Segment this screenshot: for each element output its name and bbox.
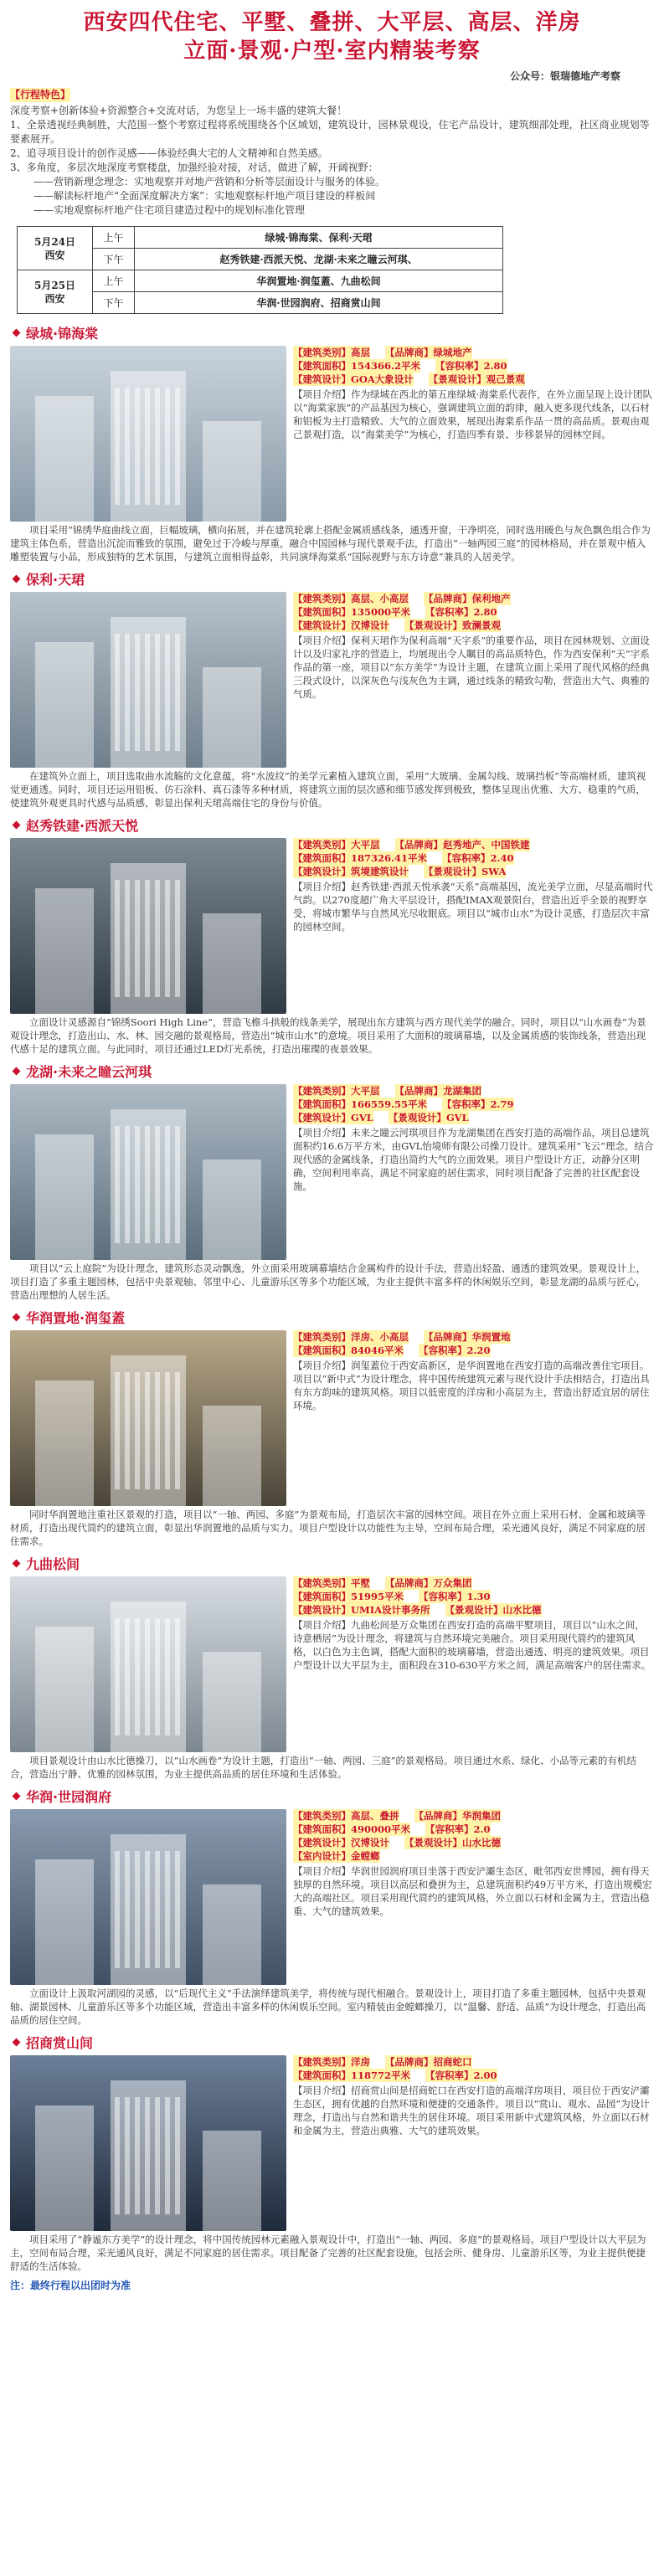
spec-label: 【建筑类别】洋房、小高层 [293, 1331, 409, 1343]
project-name: 赵秀铁建·西派天悦 [26, 817, 139, 834]
building-shape [35, 2106, 94, 2231]
window-pattern [115, 1618, 182, 1735]
building-shape [203, 1159, 261, 1260]
project-intro: 【项目介绍】赵秀铁建·西派天悦承袭“天系”高端基因，流光美学立面，尽显高端时代气韵。以270度超广角大平层设计，搭配IMAX观景阳台，营造出近乎全景的视野享受，将城市繁华与自然风光尽收眼底。项目以“城市山水”为设计灵感，打造层次丰富的园林空间。 [293, 881, 653, 933]
spec-label: 【建筑设计】GOA大象设计 [293, 373, 414, 385]
spec-row [293, 1849, 654, 1863]
section-body [10, 592, 654, 768]
diamond-icon [13, 1792, 21, 1800]
spec-row [293, 2069, 654, 2082]
spec-row [293, 1836, 654, 1849]
project-description: 项目采用了“静谧东方美学”的设计理念，将中国传统园林元素融入景观设计中，打造出“一轴、两园、多庭”的景观格局。项目户型设计以大平层为主，空间布局合理，采光通风良好，满足不同家庭的居住需求。项目配备了完善的社区配套设施，包括会所、健身房、儿童游乐区等，为业主提供便捷舒适的生活体验。 [10, 2234, 646, 2272]
spec-label: 【建筑面积】118772平米 [293, 2070, 411, 2081]
spec-label: 【建筑类别】高层 [293, 347, 370, 358]
building-shape [35, 1134, 94, 1260]
schedule-plan: 赵秀铁建·西派天悦、龙湖·未来之瞳云河琪、 [135, 249, 503, 270]
project-section [10, 1062, 654, 1302]
building-photo [10, 346, 286, 522]
building-shape [35, 396, 94, 522]
spec-label: 【建筑面积】166559.55平米 [293, 1098, 428, 1110]
section-header [10, 1787, 654, 1804]
project-description: 项目采用“锦绣华庭曲线立面，巨幅玻璃，横向拓展，并在建筑轮廓上搭配金属质感线条，通透开窗，干净明亮，同时选用暖色与灰色飘色组合作为建筑主体色系，营造出沉淀而雅致的氛围，避免过于冷峻与厚重，融合中国园林与现代景观手法，打造出“一轴两园三庭”的园林格局，并在景观中植入雕塑装置与小品，形成独特的艺术氛围，与建筑立面相得益彰，共同演绎海棠系“国际视野与东方诗意”兼具的人居美学。 [10, 524, 651, 563]
spec-row [293, 359, 654, 373]
project-info [293, 346, 654, 522]
spec-label: 【品牌商】招商蛇口 [385, 2056, 472, 2068]
spec-row [293, 1590, 654, 1603]
section-body [10, 838, 654, 1014]
project-intro: 【项目介绍】未来之瞳云河琪项目作为龙湖集团在西安打造的高端作品，项目总建筑面积约16.6万平方米，由GVL怡境师有限公司操刀设计。建筑采用“飞云”理念，结合现代感的金属线条，打造出简约大气的立面效果。项目户型设计方正，动静分区明确，空间利用率高，满足不同家庭的居住需求，同时项目配备了完善的社区配套设施。 [293, 1127, 654, 1192]
project-description: 立面设计灵感源自“锦绣Soori High Line”，营造飞檐斗拱般的线条美学，展现出东方建筑与西方现代美学的融合。同时，项目以“山水画卷”为景观设计理念，打造出山、水、林、园交融的景观格局，营造出“城市山水”的意境。项目采用了大面积的玻璃幕墙，以及金属质感的装饰线条，营造出现代感十足的建筑立面。与此同时，项目还通过LED灯光系统，打造出璀璨的夜景效果。 [10, 1016, 646, 1055]
window-pattern [115, 1372, 182, 1489]
project-section [10, 324, 654, 563]
spec-row [293, 1111, 654, 1124]
section-header [10, 1555, 654, 1571]
spec-label: 【建筑设计】汉博设计 [293, 620, 389, 631]
spec-row [293, 619, 654, 632]
intro-line: 3、多角度，多层次地深度考察楼盘，加强经验对接，对话，做进了解，开阔视野： [10, 162, 378, 173]
spec-label: 【建筑设计】筑境建筑设计 [293, 866, 409, 877]
schedule-plan: 绿城·锦海棠、保利·天珺 [135, 227, 503, 249]
project-section [10, 570, 654, 810]
section-body [10, 1576, 654, 1752]
spec-label: 【品牌商】华润置地 [424, 1331, 511, 1343]
project-info [293, 838, 654, 1014]
project-sections [10, 324, 654, 2273]
project-name: 华润置地·润玺蓋 [26, 1309, 126, 1326]
spec-label: 【景观设计】致澜景观 [404, 620, 501, 631]
building-photo [10, 838, 286, 1014]
diamond-icon [13, 1313, 21, 1321]
building-shape [35, 1381, 94, 1506]
diamond-icon [13, 820, 21, 829]
spec-row [293, 851, 654, 865]
spec-label: 【建筑面积】84046平米 [293, 1345, 404, 1356]
section-header [10, 1062, 654, 1079]
building-photo [10, 592, 286, 768]
spec-label: 【建筑面积】154366.2平米 [293, 360, 421, 372]
spec-label: 【建筑类别】大平层 [293, 1085, 380, 1097]
intro-sub: ——实地观察标杆地产住宅项目建造过程中的规划标准化管理 [33, 204, 306, 216]
spec-label: 【建筑设计】汉博设计 [293, 1837, 389, 1848]
building-photo [10, 1809, 286, 1985]
section-header [10, 324, 654, 341]
spec-row [293, 2055, 654, 2069]
building-photo [10, 1084, 286, 1260]
project-name: 保利·天珺 [26, 571, 85, 588]
intro [10, 88, 654, 218]
project-description: 在建筑外立面上，项目选取曲水流觞的文化意蕴，将“水波纹”的美学元素植入建筑立面，采用“大玻璃、金属勾线、玻璃挡板”等高端材质，建筑视觉更通透。同时，项目还运用铝板、仿石涂料、真石漆等多种材质，将建筑立面的层次感和细节感发挥到极致，整体呈现出优雅、大方、稳重的气质，使建筑外观更具时代感与品质感，彰显出保利天珺高端住宅的身份与价值。 [10, 770, 646, 809]
spec-label: 【容积率】2.0 [425, 1823, 491, 1835]
intro-line: 1、全景透视经典制胜，大范围一整个考察过程将系统围绕各个区域划，建筑设计，园林景观设，住宅产品设计，建筑细部处理，社区商业规划等要素展开。 [10, 119, 650, 145]
spec-label: 【景观设计】GVL [388, 1112, 469, 1123]
spec-label: 【建筑设计】GVL [293, 1112, 373, 1123]
spec-label: 【品牌商】保利地产 [424, 593, 511, 604]
spec-label: 【容积率】1.30 [419, 1591, 491, 1602]
project-intro: 【项目介绍】华润世园润府项目坐落于西安浐灞生态区，毗邻西安世博园，拥有得天独厚的自然环境。项目以高层和叠拼为主，总建筑面积约49万平方米，打造出规模宏大的高端社区。项目采用现代简约的建筑风格，外立面以石材和金属为主，营造出稳重、大气的建筑效果。 [293, 1865, 652, 1917]
diamond-icon [13, 1067, 21, 1075]
section-header [10, 2034, 654, 2050]
spec-label: 【建筑类别】洋房 [293, 2056, 370, 2068]
schedule-table [17, 226, 503, 314]
schedule-plan: 华润·世园润府、招商赏山间 [135, 292, 503, 314]
building-shape [203, 1884, 261, 1985]
spec-label: 【建筑面积】187326.41平米 [293, 852, 428, 864]
spec-row [293, 1823, 654, 1836]
spec-row [293, 592, 654, 605]
window-pattern [115, 1851, 182, 1968]
building-photo [10, 1576, 286, 1752]
spec-label: 【容积率】2.80 [425, 606, 497, 618]
project-section [10, 816, 654, 1056]
building-shape [203, 667, 261, 768]
spec-label: 【品牌商】万众集团 [385, 1577, 472, 1589]
project-info [293, 1576, 654, 1752]
spec-row [293, 605, 654, 619]
section-body [10, 346, 654, 522]
spec-row [293, 373, 654, 386]
schedule-plan: 华润置地·润玺蓋、九曲松间 [135, 270, 503, 292]
building-photo [10, 1330, 286, 1506]
building-shape [35, 1859, 94, 1985]
project-description: 立面设计上汲取河湖园的灵感，以“后现代主义”手法演绎建筑美学，将传统与现代相融合。景观设计上，项目打造了多重主题园林，包括中央景观轴、湖景园林、儿童游乐区等多个功能区域，营造出丰富多样的休闲娱乐空间。室内精装由金螳螂操刀，以“温馨、舒适、品质”为设计理念，打造出高品质的居住空间。 [10, 1987, 646, 2026]
project-info [293, 1084, 654, 1260]
project-info [293, 1809, 654, 1985]
intro-line: 深度考察+创新体验+资源整合+交流对话，为您呈上一场丰盛的建筑大餐！ [10, 105, 347, 116]
spec-label: 【景观设计】山水比德 [404, 1837, 501, 1848]
section-body [10, 1809, 654, 1985]
spec-label: 【品牌商】龙湖集团 [394, 1085, 481, 1097]
project-intro: 【项目介绍】保利天珺作为保利高端“天字系”的重要作品，项目在园林规划、立面设计以及归家礼序的营造上，均展现出令人瞩目的高品质特色，作为西安保利“天”字系作品的第一座，项目以“东方美学”为设计主题，在建筑立面上采用了现代风格的经典三段式设计，以深灰色与浅灰色为主调，通过线条的精致勾勒，营造出大气、典雅的气质。 [293, 635, 650, 700]
section-header [10, 570, 654, 587]
spec-row [293, 1603, 654, 1617]
spec-label: 【景观设计】SWA [424, 866, 507, 877]
spec-row [293, 1330, 654, 1344]
spec-label: 【品牌商】赵秀地产、中国铁建 [394, 839, 530, 851]
spec-label: 【建筑类别】高层、叠拼 [293, 1810, 399, 1822]
project-intro: 【项目介绍】作为绿城在西北的第五座绿城·海棠系代表作，在外立面呈现上设计团队以“海棠家族”的产品基因为核心，强调建筑立面的韵律，融入更多现代线条，以石材和铝板为主打造精致、大气的立面效果，展现出海棠系作品一贯的高品质。景观由观己景观打造，以“海棠美学”为核心，打造四季有景、步移景异的园林空间。 [293, 388, 653, 440]
project-name: 龙湖·未来之瞳云河琪 [26, 1063, 152, 1080]
spec-row [293, 346, 654, 359]
window-pattern [115, 634, 182, 751]
page-title: 西安四代住宅、平墅、叠拼、大平层、高层、洋房 [83, 10, 581, 35]
spec-label: 【品牌商】绿城地产 [385, 347, 472, 358]
project-intro: 【项目介绍】招商赏山间是招商蛇口在西安打造的高端洋房项目，项目位于西安浐灞生态区，拥有优越的自然环境和便捷的交通条件。项目以“赏山、观水、品园”为设计理念，打造出与自然和谐共生的居住环境。项目采用新中式建筑风格，外立面以石材和金属为主，营造出典雅、大气的建筑效果。 [293, 2085, 650, 2136]
project-section [10, 1787, 654, 2027]
spec-label: 【建筑面积】490000平米 [293, 1823, 411, 1835]
building-shape [203, 421, 261, 522]
page-subtitle: 立面·景观·户型·室内精装考察 [183, 39, 481, 64]
intro-sub: ——营销新理念理念：实地观察并对地产营销和分析等层面设计与服务的体验。 [33, 176, 386, 188]
building-photo [10, 2055, 286, 2231]
project-section [10, 2034, 654, 2273]
project-name: 九曲松间 [26, 1555, 80, 1572]
project-info [293, 2055, 654, 2231]
schedule-half: 上午 [93, 270, 135, 292]
spec-label: 【品牌商】华润集团 [414, 1810, 501, 1822]
publisher: 公众号：银瑞德地产考察 [509, 70, 620, 82]
building-shape [35, 642, 94, 768]
spec-row [293, 1098, 654, 1111]
project-section [10, 1309, 654, 1548]
spec-label: 【容积率】2.80 [435, 360, 507, 372]
schedule-half: 下午 [93, 292, 135, 314]
building-shape [203, 1652, 261, 1752]
project-name: 华润·世园润府 [26, 1788, 112, 1805]
window-pattern [115, 880, 182, 997]
spec-label: 【建筑类别】大平层 [293, 839, 380, 851]
spec-label: 【景观设计】山水比德 [445, 1604, 542, 1616]
intro-line: 2、追寻项目设计的创作灵感——体验经典大宅的人文精神和自然美感。 [10, 147, 328, 159]
section-body [10, 1330, 654, 1506]
section-header [10, 816, 654, 833]
spec-label: 【建筑面积】135000平米 [293, 606, 411, 618]
project-description: 同时华润置地注重社区景观的打造，项目以“一轴、两园、多庭”为景观布局，打造层次丰富的园林空间。项目在外立面上采用石材、金属和玻璃等材质，打造出现代简约的建筑立面，彰显出华润置地的品质与实力。项目户型设计以功能性为主导，空间布局合理，采光通风良好，满足不同家庭的居住需求。 [10, 1509, 646, 1547]
window-pattern [115, 388, 182, 505]
intro-tag: 【行程特色】 [10, 89, 71, 100]
intro-sub: ——解读标杆地产“全面深度解决方案”：实地观察标杆地产项目建设的样板间 [33, 190, 376, 202]
spec-label: 【容积率】2.79 [442, 1098, 514, 1110]
spec-label: 【建筑面积】51995平米 [293, 1591, 404, 1602]
spec-label: 【容积率】2.40 [442, 852, 514, 864]
schedule-day: 5月25日 西安 [18, 270, 93, 314]
spec-label: 【容积率】2.00 [425, 2070, 497, 2081]
project-name: 招商赏山间 [26, 2034, 94, 2051]
diamond-icon [13, 328, 21, 337]
spec-label: 【容积率】2.20 [419, 1345, 491, 1356]
project-info [293, 592, 654, 768]
spec-row [293, 1809, 654, 1823]
schedule-half: 下午 [93, 249, 135, 270]
project-section [10, 1555, 654, 1781]
spec-label: 【景观设计】观己景观 [428, 373, 525, 385]
spec-row [293, 1576, 654, 1590]
spec-row [293, 865, 654, 878]
project-info [293, 1330, 654, 1506]
project-name: 绿城·锦海棠 [26, 325, 99, 342]
spec-label: 【室内设计】金螳螂 [293, 1850, 380, 1862]
spec-row [293, 1084, 654, 1098]
diamond-icon [13, 1559, 21, 1567]
spec-row [293, 838, 654, 851]
project-description: 项目景观设计由山水比德操刀，以“山水画卷”为设计主题，打造出“一轴、两园、三庭”的景观格局。项目通过水系、绿化、小品等元素的有机结合，营造出宁静、优雅的园林氛围，为业主提供高品质的居住环境和生活体验。 [10, 1755, 637, 1780]
section-body [10, 2055, 654, 2231]
section-header [10, 1309, 654, 1325]
footer-note: 注：最终行程以出团时为准 [10, 2280, 131, 2291]
diamond-icon [13, 574, 21, 583]
window-pattern [115, 1126, 182, 1243]
project-intro: 【项目介绍】九曲松间是万众集团在西安打造的高端平墅项目，项目以“山水之间，诗意栖居”为设计理念，将建筑与自然环境完美融合。项目采用现代简约的建筑风格，以白色为主色调，搭配大面积的玻璃幕墙，营造出通透、明亮的建筑效果。项目户型设计以大平层为主，面积段在310-630平方米之间，满足高端客户的居住需求。 [293, 1619, 651, 1671]
project-description: 项目以“云上庭院”为设计理念，建筑形态灵动飘逸，外立面采用玻璃幕墙结合金属构件的设计手法，营造出轻盈、通透的建筑效果。景观设计上，项目打造了多重主题园林，包括中央景观轴、邻里中心、儿童游乐区等多个功能区域，为业主提供丰富多样的休闲娱乐空间，彰显龙湖的品质与匠心，营造出理想的人居生活。 [10, 1262, 646, 1301]
schedule-day: 5月24日 西安 [18, 227, 93, 270]
spec-label: 【建筑类别】平墅 [293, 1577, 370, 1589]
schedule-half: 上午 [93, 227, 135, 249]
building-shape [203, 2131, 261, 2231]
building-shape [203, 913, 261, 1014]
spec-row [293, 1344, 654, 1357]
building-shape [35, 888, 94, 1014]
spec-label: 【建筑设计】UMIA设计事务所 [293, 1604, 430, 1616]
project-intro: 【项目介绍】润玺蓋位于西安高新区，是华润置地在西安打造的高端改善住宅项目。项目以“新中式”为设计理念，将中国传统建筑元素与现代设计手法相结合，打造出具有东方韵味的建筑风格。项目以低密度的洋房和小高层为主，营造出舒适宜居的居住环境。 [293, 1360, 650, 1411]
spec-label: 【建筑类别】高层、小高层 [293, 593, 409, 604]
building-shape [203, 1406, 261, 1506]
window-pattern [115, 2097, 182, 2214]
building-shape [35, 1627, 94, 1752]
diamond-icon [13, 2038, 21, 2046]
section-body [10, 1084, 654, 1260]
